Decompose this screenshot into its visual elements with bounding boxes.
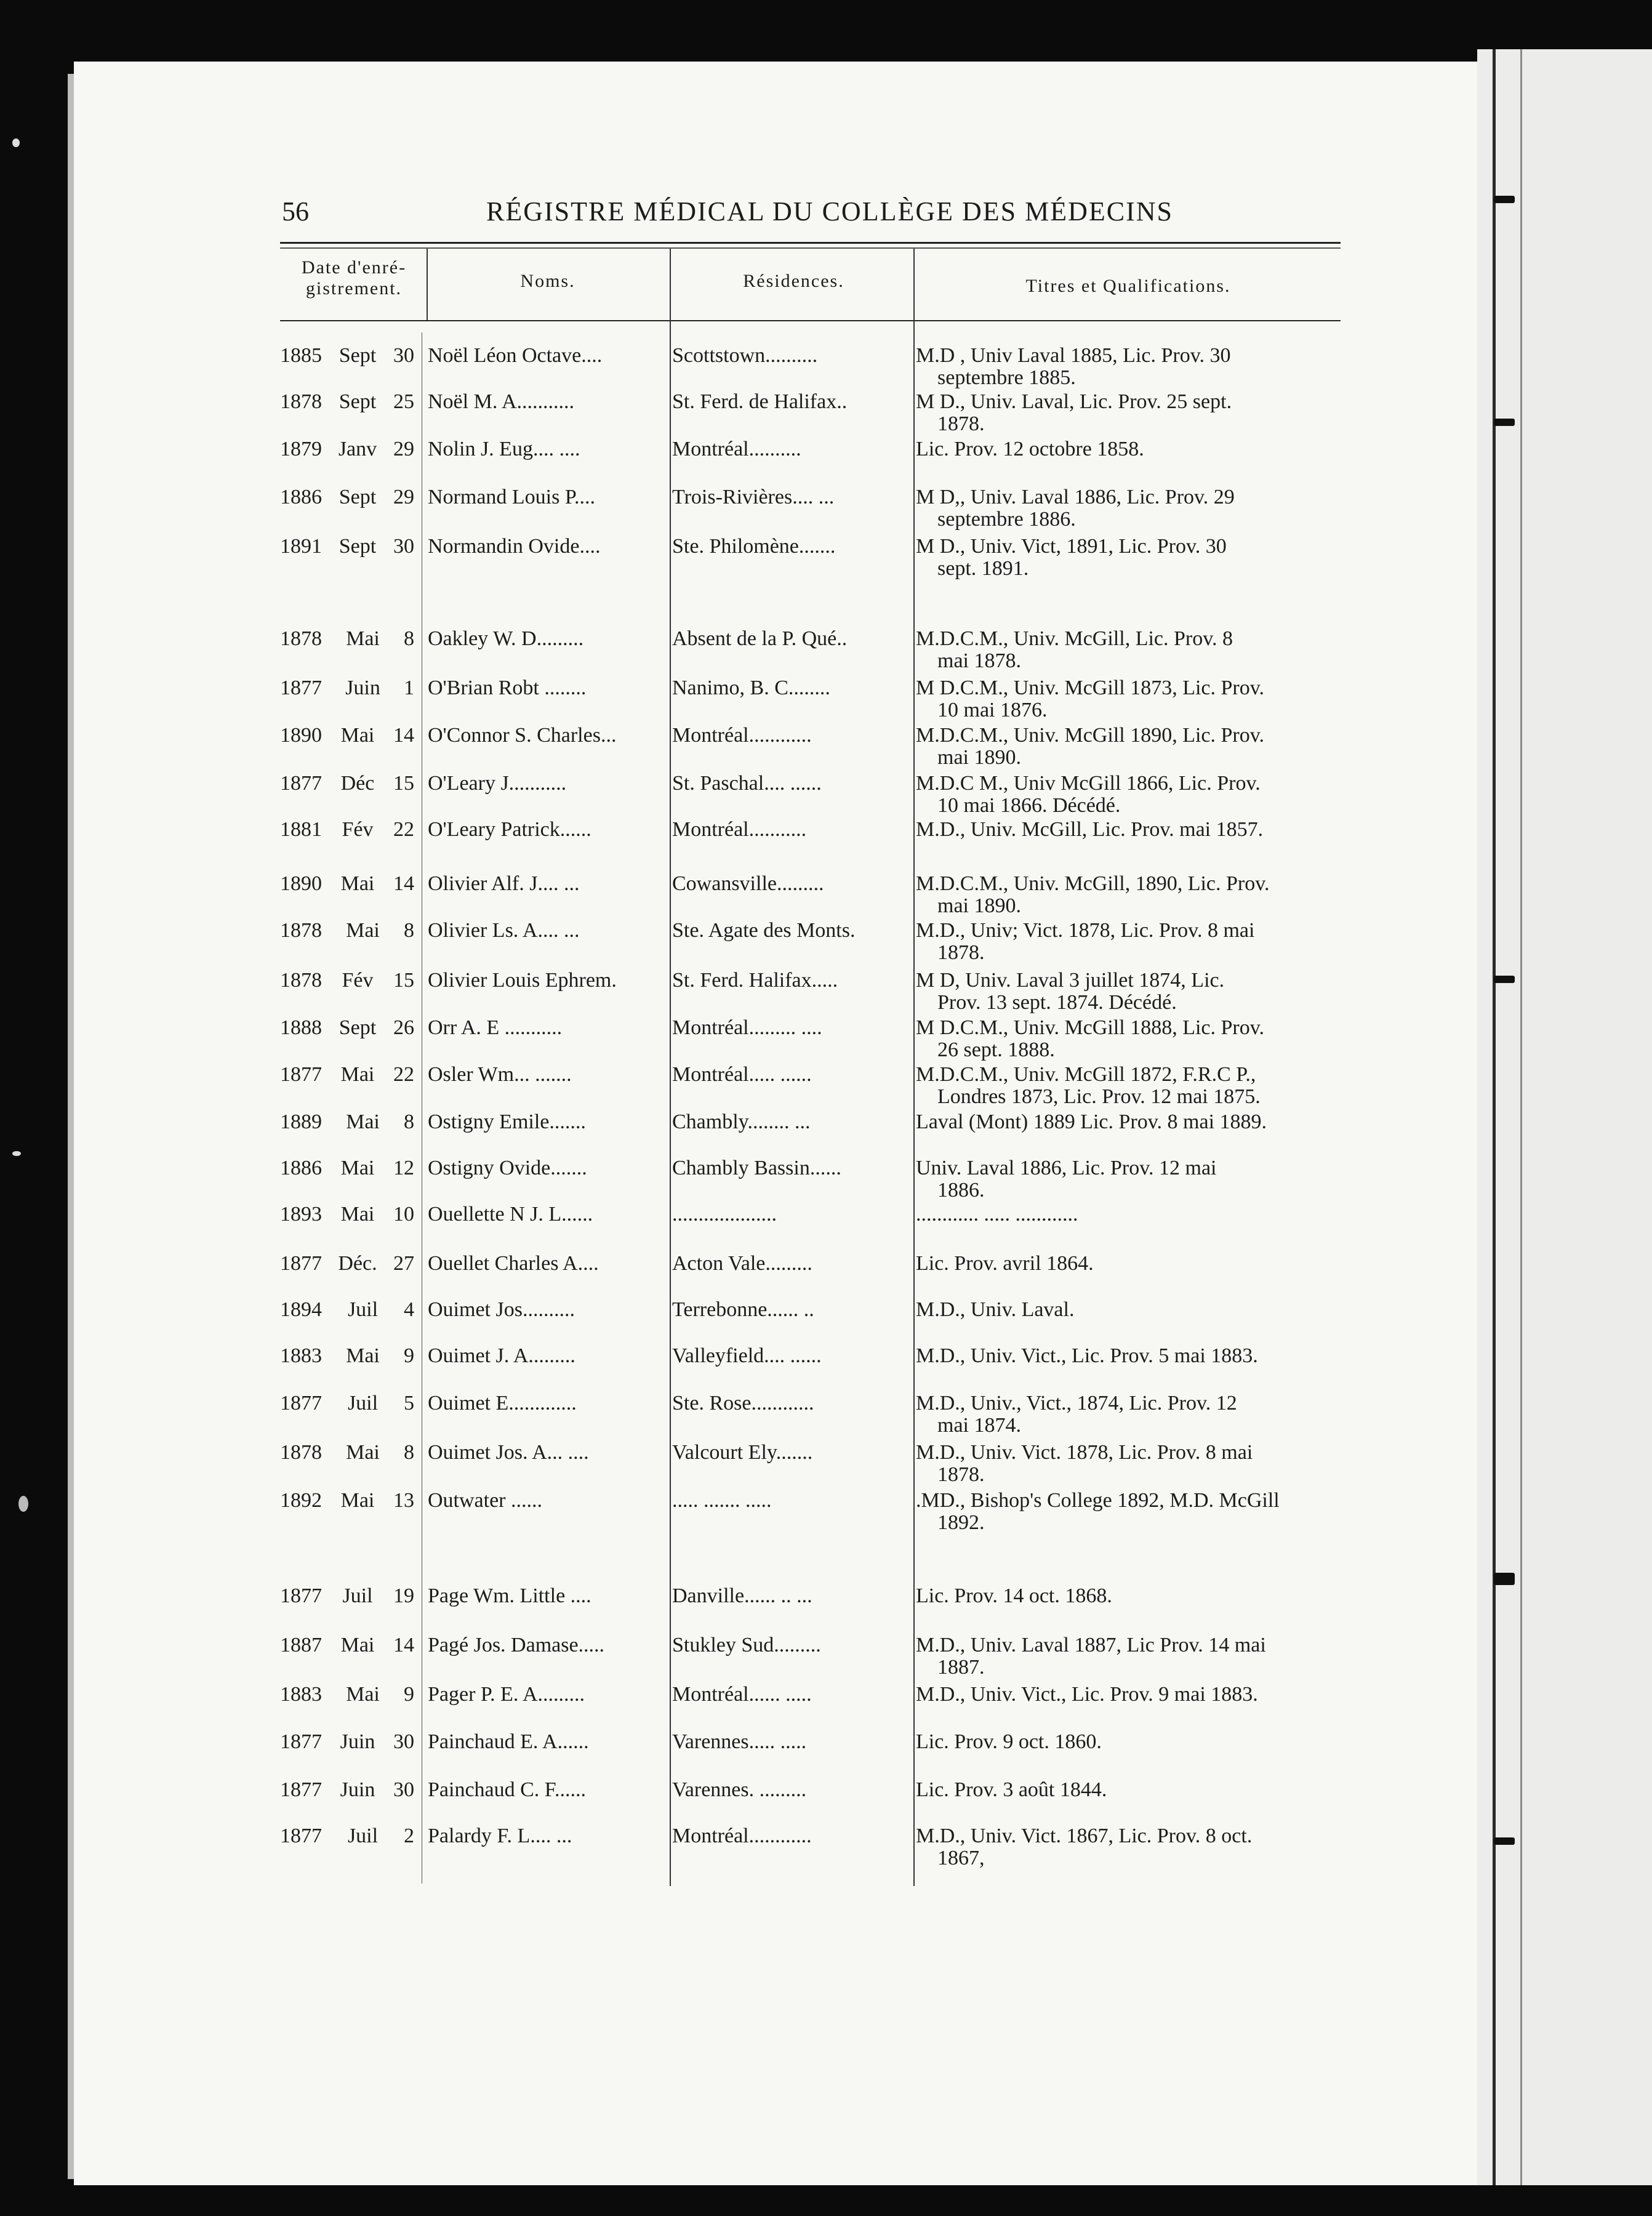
titles-line2: 10 mai 1876. (937, 699, 1048, 721)
registration-month: Janv (338, 438, 377, 460)
titles-line2: septembre 1885. (937, 366, 1076, 389)
registration-date (280, 725, 414, 747)
registration-date (280, 1442, 414, 1464)
registration-date (280, 1779, 414, 1801)
titles-line2: septembre 1886. (937, 508, 1076, 531)
physician-name: Ouellet Charles A.... (428, 1253, 599, 1275)
registration-date (280, 1490, 414, 1512)
running-title: RÉGISTRE MÉDICAL DU COLLÈGE DES MÉDECINS (486, 196, 1173, 227)
binding-edge (1520, 49, 1522, 2185)
titles-line2: 1878. (937, 1463, 985, 1486)
residence: Varennes. ......... (672, 1779, 807, 1801)
registration-year: 1877 (280, 1063, 322, 1086)
registration-day: 8 (404, 627, 414, 650)
titles-line1: M.D., Univ. McGill, Lic. Prov. mai 1857. (916, 818, 1264, 841)
registration-year: 1877 (280, 772, 322, 795)
registration-month: Mai (340, 872, 375, 895)
residence: Trois-Rivières.... ... (672, 486, 835, 508)
residence: Valcourt Ely....... (672, 1442, 813, 1464)
titles-line1: M D., Univ. Vict, 1891, Lic. Prov. 30 (916, 535, 1227, 558)
column-divider (670, 249, 671, 1886)
binding-clip (1494, 419, 1515, 426)
titles-line1: M.D., Univ. Vict. 1878, Lic. Prov. 8 mai (916, 1441, 1253, 1464)
registration-date (280, 677, 414, 699)
titles-qualifications (916, 1490, 1341, 1534)
titles-qualifications (916, 1684, 1341, 1706)
titles-qualifications (916, 1064, 1341, 1108)
residence: Ste. Rose............ (672, 1392, 814, 1415)
titles-line1: Univ. Laval 1886, Lic. Prov. 12 mai (916, 1157, 1217, 1179)
titles-line1: M.D., Univ; Vict. 1878, Lic. Prov. 8 mai (916, 919, 1255, 942)
titles-line2: Prov. 13 sept. 1874. Décédé. (937, 991, 1177, 1014)
registration-day: 8 (404, 1441, 414, 1464)
registration-date (280, 536, 414, 558)
physician-name: Pager P. E. A......... (428, 1684, 585, 1706)
titles-line2: sept. 1891. (937, 557, 1029, 580)
physician-name: Ouimet E............. (428, 1392, 577, 1415)
registration-day: 29 (393, 486, 414, 508)
registration-year: 1883 (280, 1344, 322, 1367)
residence: Absent de la P. Qué.. (672, 628, 848, 650)
registration-day: 30 (393, 535, 414, 558)
titles-qualifications (916, 1299, 1341, 1321)
residence: Scottstown.......... (672, 345, 818, 367)
titles-line1: M.D., Univ. Laval. (916, 1298, 1075, 1321)
physician-name: Ostigny Ovide....... (428, 1157, 587, 1179)
titles-qualifications (916, 1585, 1341, 1607)
registration-month: Mai (340, 1203, 375, 1226)
titles-line1: M.D.C.M., Univ. McGill 1890, Lic. Prov. (916, 724, 1265, 747)
residence: Montréal............ (672, 1825, 812, 1847)
registration-day: 9 (404, 1683, 414, 1706)
registration-date (280, 1017, 414, 1039)
titles-qualifications (916, 1157, 1341, 1202)
registration-month: Juin (340, 1778, 375, 1801)
physician-name: Palardy F. L.... ... (428, 1825, 572, 1847)
registration-month: Mai (340, 1489, 375, 1512)
titles-qualifications (916, 628, 1341, 672)
registration-date (280, 1731, 414, 1753)
residence: Varennes..... ..... (672, 1731, 807, 1753)
residence: Ste. Agate des Monts. (672, 920, 856, 942)
scan-speck (12, 138, 20, 147)
titles-line2: 1878. (937, 412, 985, 435)
titles-line1: Lic. Prov. 14 oct. 1868. (916, 1584, 1112, 1607)
column-divider (913, 249, 915, 1886)
binding-fold (1493, 49, 1496, 2185)
physician-name: Ouimet Jos.......... (428, 1299, 575, 1321)
registration-day: 5 (404, 1392, 414, 1415)
registration-year: 1893 (280, 1203, 322, 1226)
physician-name: Page Wm. Little .... (428, 1585, 591, 1607)
physician-name: Noël M. A........... (428, 391, 574, 413)
titles-line2: mai 1878. (937, 649, 1021, 672)
registration-month: Juin (340, 1730, 375, 1753)
registration-year: 1877 (280, 676, 322, 699)
registration-date (280, 873, 414, 895)
titles-line1: M.D.C.M., Univ. McGill 1872, F.R.C P., (916, 1063, 1256, 1086)
titles-line2: Londres 1873, Lic. Prov. 12 mai 1875. (937, 1085, 1261, 1108)
registration-year: 1887 (280, 1634, 322, 1656)
titles-line1: .MD., Bishop's College 1892, M.D. McGill (916, 1489, 1280, 1512)
registration-month: Juil (347, 1825, 379, 1847)
physician-name: Nolin J. Eug.... .... (428, 438, 580, 460)
physician-name: Painchaud C. F...... (428, 1779, 586, 1801)
registration-day: 2 (404, 1825, 414, 1847)
registration-year: 1886 (280, 486, 322, 508)
physician-name: Olivier Ls. A.... ... (428, 920, 580, 942)
registration-day: 9 (404, 1344, 414, 1367)
registration-day: 14 (393, 872, 414, 895)
registration-day: 25 (393, 390, 414, 413)
physician-name: Normand Louis P.... (428, 486, 595, 508)
titles-qualifications (916, 773, 1341, 817)
titles-line1: M D,, Univ. Laval 1886, Lic. Prov. 29 (916, 486, 1235, 508)
physician-name: Normandin Ovide.... (428, 536, 601, 558)
registration-month: Juin (345, 676, 380, 699)
registration-year: 1878 (280, 627, 322, 650)
registration-date (280, 391, 414, 413)
titles-qualifications (916, 1253, 1341, 1275)
registration-day: 14 (393, 724, 414, 747)
registration-year: 1881 (280, 818, 322, 841)
registration-day: 30 (393, 1778, 414, 1801)
residence: Nanimo, B. C........ (672, 677, 830, 699)
residence: ..... ....... ..... (672, 1490, 772, 1512)
residence: Danville...... .. ... (672, 1585, 812, 1607)
registration-date (280, 1111, 414, 1133)
scan-speck (18, 1496, 28, 1512)
residence: Montréal..... ...... (672, 1064, 812, 1086)
registration-day: 30 (393, 344, 414, 367)
registration-month: Mai (346, 1683, 380, 1706)
residence: Montréal......... .... (672, 1017, 822, 1039)
registration-day: 15 (393, 772, 414, 795)
registration-month: Mai (346, 919, 380, 942)
registration-month: Mai (340, 724, 375, 747)
residence: Montréal.......... (672, 438, 801, 460)
registration-month: Mai (340, 1157, 375, 1179)
titles-line2: mai 1890. (937, 894, 1021, 917)
registration-month: Sept (339, 1016, 377, 1039)
physician-name: O'Brian Robt ........ (428, 677, 587, 699)
registration-month: Mai (346, 1441, 380, 1464)
titles-line2: 26 sept. 1888. (937, 1038, 1055, 1061)
page-number: 56 (282, 196, 309, 227)
registration-year: 1885 (280, 344, 322, 367)
titles-line1: M.D.C.M., Univ. McGill, Lic. Prov. 8 (916, 627, 1233, 650)
registration-year: 1878 (280, 390, 322, 413)
physician-name: Painchaud E. A...... (428, 1731, 589, 1753)
header-rule-top (280, 242, 1341, 244)
residence: St. Ferd. de Halifax.. (672, 391, 848, 413)
registration-day: 13 (393, 1489, 414, 1512)
titles-line2: mai 1890. (937, 746, 1021, 769)
residence: Chambly........ ... (672, 1111, 811, 1133)
titles-qualifications (916, 486, 1341, 531)
titles-qualifications (916, 391, 1341, 435)
physician-name: O'Leary J........... (428, 773, 567, 795)
registration-date (280, 345, 414, 367)
titles-line1: M D., Univ. Laval, Lic. Prov. 25 sept. (916, 390, 1232, 413)
titles-qualifications (916, 725, 1341, 769)
titles-qualifications (916, 1634, 1341, 1679)
registration-date (280, 438, 414, 460)
registration-date (280, 1392, 414, 1415)
titles-qualifications (916, 1731, 1341, 1753)
residence: Valleyfield.... ...... (672, 1345, 822, 1367)
registration-day: 10 (393, 1203, 414, 1226)
registration-date (280, 1253, 414, 1275)
registration-month: Sept (339, 390, 377, 413)
titles-qualifications (916, 1203, 1341, 1226)
registration-year: 1879 (280, 438, 322, 460)
registration-day: 29 (393, 438, 414, 460)
registration-day: 22 (393, 818, 414, 841)
header-noms: Noms. (520, 271, 575, 291)
registration-month: Sept (339, 486, 377, 508)
titles-line1: Lic. Prov. avril 1864. (916, 1252, 1094, 1275)
titles-line1: M.D.C M., Univ McGill 1866, Lic. Prov. (916, 772, 1261, 795)
registration-year: 1892 (280, 1489, 322, 1512)
registration-date (280, 1345, 414, 1367)
registration-date (280, 628, 414, 650)
physician-name: O'Connor S. Charles... (428, 725, 617, 747)
registration-year: 1890 (280, 872, 322, 895)
physician-name: O'Leary Patrick...... (428, 819, 591, 841)
registration-day: 26 (393, 1016, 414, 1039)
titles-qualifications (916, 1442, 1341, 1486)
physician-name: Noël Léon Octave.... (428, 345, 603, 367)
physician-name: Ouellette N J. L...... (428, 1203, 593, 1226)
titles-line1: Lic. Prov. 9 oct. 1860. (916, 1730, 1102, 1753)
residence: Terrebonne...... .. (672, 1299, 814, 1321)
registration-year: 1888 (280, 1016, 322, 1039)
physician-name: Oakley W. D......... (428, 628, 584, 650)
titles-qualifications (916, 970, 1341, 1014)
titles-qualifications (916, 345, 1341, 389)
registration-month: Fév (342, 969, 374, 992)
registration-date (280, 1203, 414, 1226)
titles-line1: Lic. Prov. 12 octobre 1858. (916, 438, 1144, 460)
registration-month: Mai (340, 1063, 375, 1086)
registration-date (280, 1299, 414, 1321)
titles-qualifications (916, 873, 1341, 917)
titles-line2: mai 1874. (937, 1414, 1021, 1437)
registration-day: 8 (404, 1110, 414, 1133)
physician-name: Ouimet J. A......... (428, 1345, 575, 1367)
registration-date (280, 1825, 414, 1847)
titles-line1: M.D., Univ. Laval 1887, Lic Prov. 14 mai (916, 1634, 1266, 1656)
titles-qualifications (916, 1345, 1341, 1367)
titles-qualifications (916, 819, 1341, 841)
registration-month: Juil (347, 1392, 379, 1415)
registration-date (280, 819, 414, 841)
physician-name: Outwater ...... (428, 1490, 543, 1512)
titles-qualifications (916, 677, 1341, 721)
registration-year: 1878 (280, 919, 322, 942)
titles-line1: M D, Univ. Laval 3 juillet 1874, Lic. (916, 969, 1225, 992)
header-rule-top-thin (280, 247, 1341, 249)
titles-line1: M.D., Univ., Vict., 1874, Lic. Prov. 12 (916, 1392, 1237, 1415)
titles-line2: 1887. (937, 1656, 985, 1679)
registration-year: 1883 (280, 1683, 322, 1706)
titles-qualifications (916, 1111, 1341, 1133)
registration-day: 15 (393, 969, 414, 992)
residence: Cowansville......... (672, 873, 824, 895)
registration-day: 4 (404, 1298, 414, 1321)
registration-day: 14 (393, 1634, 414, 1656)
titles-line1: ............ ..... ............ (916, 1203, 1078, 1226)
registration-month: Mai (340, 1634, 375, 1656)
physician-name: Osler Wm... ....... (428, 1064, 572, 1086)
registration-date (280, 773, 414, 795)
physician-name: Olivier Alf. J.... ... (428, 873, 580, 895)
binding-clip (1494, 976, 1515, 983)
registration-date (280, 920, 414, 942)
registration-year: 1877 (280, 1730, 322, 1753)
registration-year: 1878 (280, 969, 322, 992)
registration-year: 1891 (280, 535, 322, 558)
residence: St. Ferd. Halifax..... (672, 970, 838, 992)
titles-line2: 1892. (937, 1511, 985, 1534)
titles-qualifications (916, 1017, 1341, 1061)
registration-year: 1878 (280, 1441, 322, 1464)
titles-qualifications (916, 1779, 1341, 1801)
registration-year: 1889 (280, 1110, 322, 1133)
registration-month: Sept (339, 344, 377, 367)
header-date-line1: Date d'enré- (301, 257, 407, 278)
titles-line1: M.D.C.M., Univ. McGill, 1890, Lic. Prov. (916, 872, 1270, 895)
registration-date (280, 1634, 414, 1656)
registration-date (280, 1157, 414, 1179)
titles-line1: M.D , Univ Laval 1885, Lic. Prov. 30 (916, 344, 1231, 367)
physician-name: Orr A. E ........... (428, 1017, 563, 1039)
registration-date (280, 1684, 414, 1706)
registration-month: Déc (340, 772, 375, 795)
registration-day: 22 (393, 1063, 414, 1086)
registration-date (280, 970, 414, 992)
titles-line1: M.D., Univ. Vict., Lic. Prov. 9 mai 1883. (916, 1683, 1258, 1706)
registration-year: 1877 (280, 1778, 322, 1801)
residence: Montréal........... (672, 819, 807, 841)
residence: Stukley Sud......... (672, 1634, 821, 1656)
registration-year: 1877 (280, 1392, 322, 1415)
header-titres: Titres et Qualifications. (1025, 276, 1231, 296)
registration-day: 8 (404, 919, 414, 942)
titles-line2: 1878. (937, 941, 985, 964)
titles-qualifications (916, 536, 1341, 580)
residence: St. Paschal.... ...... (672, 773, 822, 795)
physician-name: Ouimet Jos. A... .... (428, 1442, 589, 1464)
titles-line1: Lic. Prov. 3 août 1844. (916, 1778, 1107, 1801)
registration-date (280, 1064, 414, 1086)
scan-speck (12, 1151, 21, 1156)
residence: Acton Vale......... (672, 1253, 812, 1275)
physician-name: Ostigny Emile....... (428, 1111, 586, 1133)
registration-day: 1 (404, 676, 414, 699)
registration-month: Déc. (338, 1252, 377, 1275)
titles-line1: Laval (Mont) 1889 Lic. Prov. 8 mai 1889. (916, 1110, 1267, 1133)
titles-line2: 10 mai 1866. Décédé. (937, 794, 1121, 817)
registration-day: 30 (393, 1730, 414, 1753)
registration-month: Mai (346, 1344, 380, 1367)
titles-line1: M D.C.M., Univ. McGill 1873, Lic. Prov. (916, 676, 1265, 699)
registration-day: 12 (393, 1157, 414, 1179)
header-residences: Résidences. (743, 271, 844, 291)
registration-year: 1890 (280, 724, 322, 747)
titles-line2: 1867, (937, 1847, 985, 1869)
binding-clip (1494, 196, 1515, 203)
registration-day: 19 (393, 1584, 414, 1607)
registration-month: Mai (346, 1110, 380, 1133)
registration-year: 1877 (280, 1252, 322, 1275)
registration-year: 1877 (280, 1825, 322, 1847)
column-divider (427, 249, 428, 320)
titles-qualifications (916, 438, 1341, 460)
residence: .................... (672, 1203, 777, 1226)
binding-clip (1494, 1837, 1515, 1845)
registration-month: Fév (342, 818, 374, 841)
physician-name: Pagé Jos. Damase..... (428, 1634, 605, 1656)
binding-clip (1494, 1573, 1515, 1585)
registration-month: Sept (339, 535, 377, 558)
registration-year: 1877 (280, 1584, 322, 1607)
registration-date (280, 486, 414, 508)
registration-year: 1894 (280, 1298, 322, 1321)
physician-name: Olivier Louis Ephrem. (428, 970, 617, 992)
titles-line1: M D.C.M., Univ. McGill 1888, Lic. Prov. (916, 1016, 1265, 1039)
titles-qualifications (916, 1825, 1341, 1869)
facing-page-strip (1477, 49, 1652, 2185)
residence: Montréal............ (672, 725, 812, 747)
titles-qualifications (916, 1392, 1341, 1437)
residence: Chambly Bassin...... (672, 1157, 841, 1179)
registration-month: Juil (347, 1298, 379, 1321)
residence: Ste. Philomène....... (672, 536, 836, 558)
header-rule-bottom (280, 320, 1341, 321)
titles-line2: 1886. (937, 1179, 985, 1202)
titles-line1: M.D., Univ. Vict. 1867, Lic. Prov. 8 oct. (916, 1825, 1253, 1847)
header-date (280, 257, 428, 299)
registration-month: Mai (346, 627, 380, 650)
titles-line1: M.D., Univ. Vict., Lic. Prov. 5 mai 1883. (916, 1344, 1258, 1367)
registration-date (280, 1585, 414, 1607)
residence: Montréal...... ..... (672, 1684, 812, 1706)
titles-qualifications (916, 920, 1341, 964)
registration-month: Juil (342, 1584, 373, 1607)
header-date-line2: gistrement. (305, 278, 403, 299)
registration-day: 27 (393, 1252, 414, 1275)
registration-year: 1886 (280, 1157, 322, 1179)
